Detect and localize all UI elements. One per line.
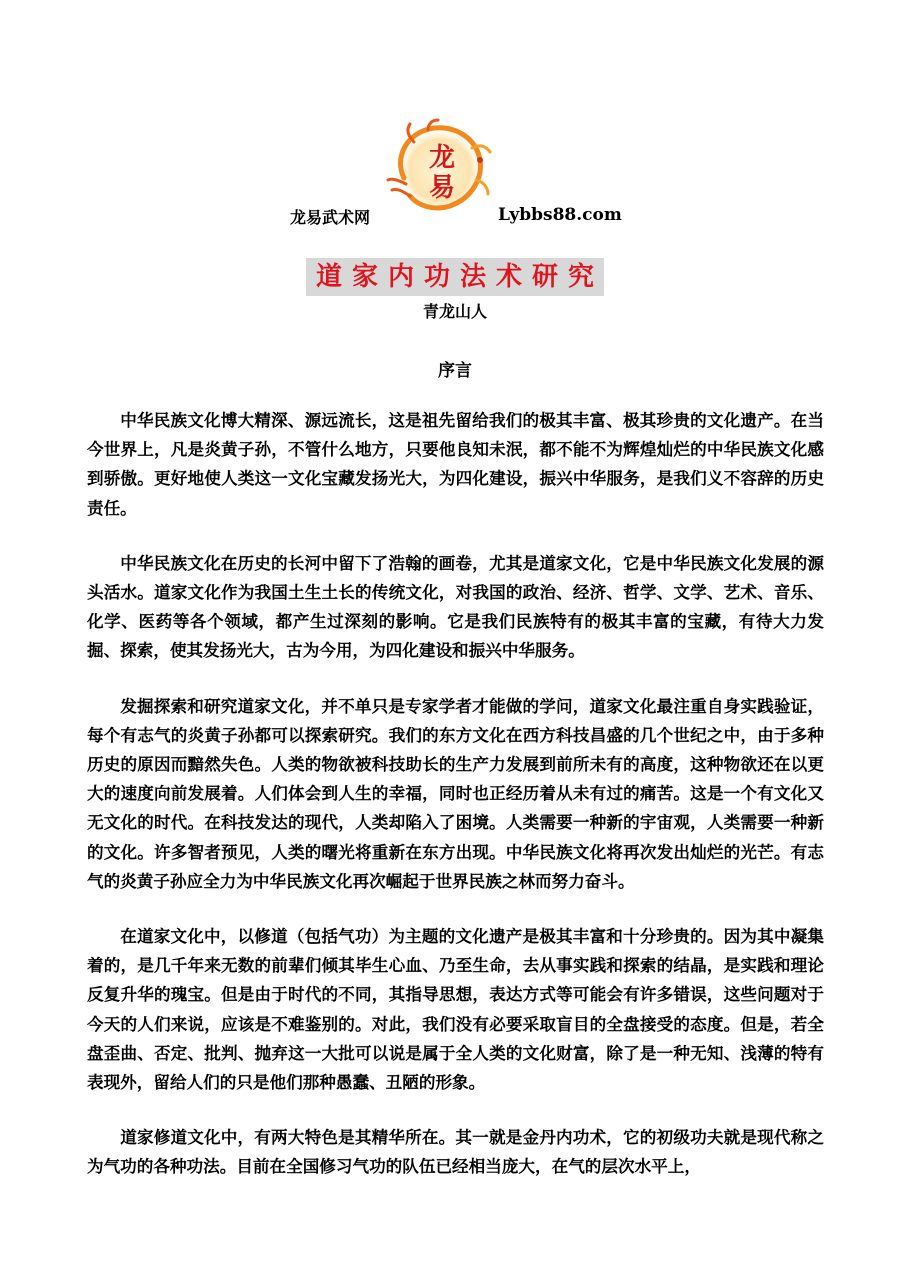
author-name: 青龙山人: [422, 302, 487, 321]
paragraph: 在道家文化中，以修道（包括气功）为主题的文化遗产是极其丰富和十分珍贵的。因为其中凝集着的，是几千年来无数的前辈们倾其毕生心血、乃至生命，去从事实践和探索的结晶，是实践和理论反复升华的瑰宝。但是由于时代的不同，其指导思想，表达方式等可能会有许多错误，这些问题对于今天的人们来说，应该是不难鉴别的。对此，我们没有必要采取盲目的全盘接受的态度。但是，若全盘歪曲、否定、批判、抛弃这一大批可以说是属于全人类的文化财富，除了是一种无知、浅薄的特有表现外，留给人们的只是他们那种愚蠢、丑陋的形象。: [87, 926, 824, 1093]
site-url[interactable]: Lybbs88.com: [498, 205, 622, 225]
svg-text:易: 易: [428, 173, 456, 203]
site-name: 龙易武术网: [290, 208, 371, 227]
title-wrap: [0, 258, 910, 296]
body-text: [87, 406, 824, 1208]
paragraph: 中华民族文化博大精深、源远流长，这是祖先留给我们的极其丰富、极其珍贵的文化遗产。在当今世界上，凡是炎黄子孙，不管什么地方，只要他良知未泯，都不能不为辉煌灿烂的中华民族文化感到骄傲。更好地使人类这一文化宝藏发扬光大，为四化建设，振兴中华服务，是我们义不容辞的历史责任。: [87, 410, 824, 518]
paragraph: 发掘探索和研究道家文化，并不单只是专家学者才能做的学问，道家文化最注重自身实践验证，每个有志气的炎黄子孙都可以探索研究。我们的东方文化在西方科技昌盛的几个世纪之中，由于多种历史的原因而黯然失色。人类的物欲被科技助长的生产力发展到前所未有的高度，这种物欲还在以更大的速度向前发展着。人们体会到人生的幸福，同时也正经历着从未有过的痛苦。这是一个有文化又无文化的时代。在科技发达的现代，人类却陷入了困境。人类需要一种新的宇宙观，人类需要一种新的文化。许多智者预见，人类的曙光将重新在东方出现。中华民族文化将再次发出灿烂的光芒。有志气的炎黄子孙应全力为中华民族文化再次崛起于世界民族之林而努力奋斗。: [87, 695, 824, 891]
dragon-emblem-icon: [384, 118, 494, 218]
paragraph: 道家修道文化中，有两大特色是其精华所在。其一就是金丹内功术，它的初级功夫就是现代称之为气功的各种功法。目前在全国修习气功的队伍已经相当庞大，在气的层次水平上，: [87, 1127, 824, 1177]
document-title: 道家内功法术研究: [306, 258, 604, 296]
paragraph: 中华民族文化在历史的长河中留下了浩翰的画卷，尤其是道家文化，它是中华民族文化发展的源头活水。道家文化作为我国土生土长的传统文化，对我国的政治、经济、哲学、文学、艺术、音乐、化学、医药等各个领域，都产生过深刻的影响。它是我们民族特有的极其丰富的宝藏，有待大力发掘、探索，使其发扬光大，古为今用，为四化建设和振兴中华服务。: [87, 552, 824, 661]
site-line: [0, 205, 910, 229]
preface-heading: 序言: [438, 361, 472, 381]
svg-text:龙: 龙: [428, 143, 456, 173]
